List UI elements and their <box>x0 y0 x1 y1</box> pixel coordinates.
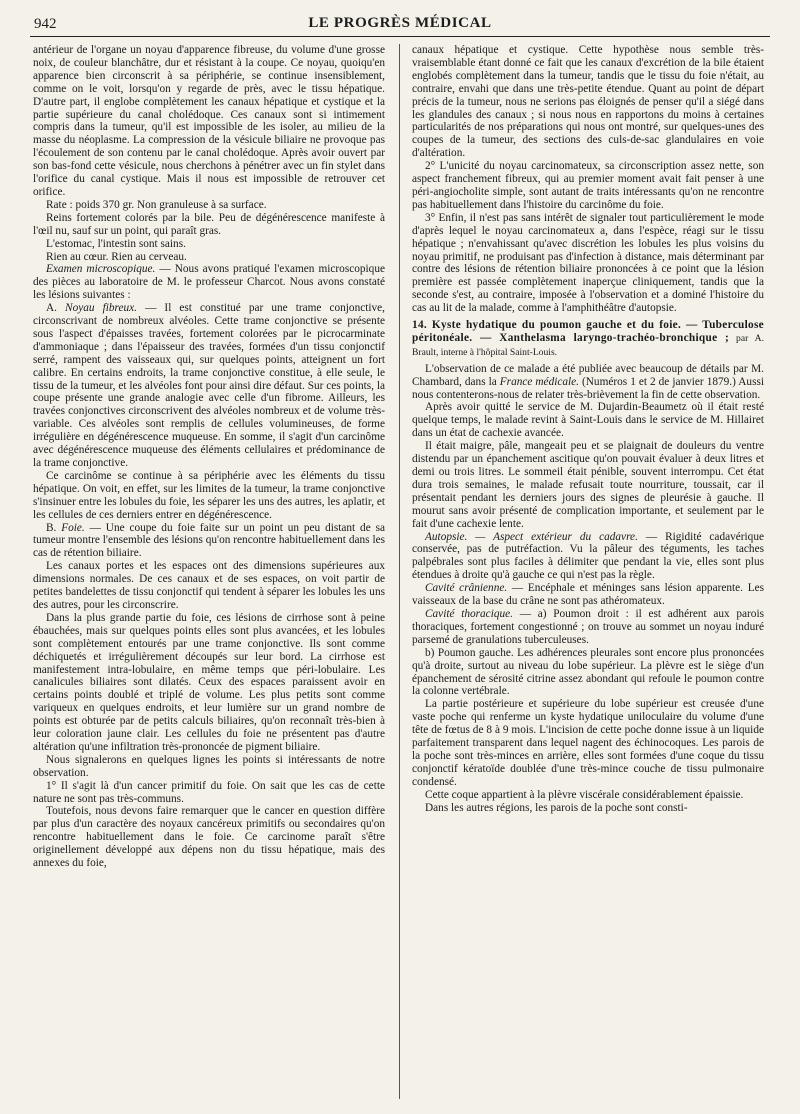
paragraph: Cette coque appartient à la plèvre viscérale considérablement épaissie. <box>425 788 744 801</box>
page-header <box>30 10 770 37</box>
paragraph: L'observation de ce malade a été publiée avec beaucoup de détails par M. Chambard, dans la France médicale. (Numéros 1 et 2 de janvier 1879.) Aussi nous contenterons-nous de relater très-brièvement la fin de cette observation. <box>412 362 764 401</box>
paragraph: 2° L'unicité du noyau carcinomateux, sa circonscription assez nette, son aspect franchement fibreux, qui au premier moment avait fait penser à une péri-angiocholite simple, sont autant de traits intéressants qu'on ne rencontre pas habituellement dans l'histoire du carcinôme du foie. <box>412 160 764 211</box>
section-heading: Cavité thoracique. <box>425 607 513 620</box>
paragraph: L'estomac, l'intestin sont sains. <box>46 237 186 250</box>
paragraph: Il était maigre, pâle, mangeait peu et se plaignait de douleurs du ventre distendu par un épanchement ascitique qu'on pouvait évaluer à deux litres et demi ou trois litres. Le sommeil était pénible, souvent interrompu. Cet état dura trois semaines, le malade refusait toute nourriture, toussait, car il présentait pendant les derniers jours des signes de pleurésie à gauche. Il mourut sans avoir présenté de complication importante, et seulement par le fait d'une cachexie lente. <box>412 440 764 530</box>
paragraph: Cavité thoracique. — a) Poumon droit : il est adhérent aux parois thoraciques, fortement congestionné ; on trouve au sommet un noyau induré parsemé de granulations tuberculeuses. <box>412 607 764 646</box>
paragraph: antérieur de l'organe un noyau d'apparence fibreuse, du volume d'une grosse noix, de couleur blanchâtre, dur et résistant à la coupe. Ce noyau, quoiqu'en apparence bien circonscrit à sa périphérie, se continue insensiblement, comme on le voit, lorsqu'on y regarde de près, avec le tissu hépatique. D'autre part, il englobe complètement les canaux hépatique et cystique et la partie supérieure du canal cholédoque. Ces canaux sont si intimement compris dans la tumeur, qu'il est impossible de les isoler, au milieu de la masse du néoplasme. La compression de la vésicule biliaire ne provoque pas l'écoulement de son contenu par le canal cholédoque. Après avoir ouvert par son bas-fond cette vésicule, nous cherchons à pénétrer avec un fin stylet dans l'orifice du canal cystique. Mais il nous est impossible de retrouver cet orifice. <box>33 44 385 198</box>
paragraph: La partie postérieure et supérieure du lobe supérieur est creusée d'une vaste poche qui renferme un kyste hydatique uniloculaire du volume d'une tête de fœtus de 8 à 9 mois. L'incision de cette poche donne issue à un liquide parfaitement transparent dans lequel nagent des échinocoques. Les parois de la poche sont très-minces en arrière, elles sont formées d'une coque du tissu conjonctif kératoïde doublée d'une très-mince couche de tissu pulmonaire condensé. <box>412 698 764 788</box>
paragraph: b) Poumon gauche. Les adhérences pleurales sont encore plus prononcées qu'à droite, surtout au niveau du lobe supérieur. La plèvre est le siège d'un épanchement de sérosité citrine assez abondant qui refoule le poumon contre la colonne vertébrale. <box>412 646 764 698</box>
paragraph: Reins fortement colorés par la bile. Peu de dégénérescence manifeste à l'œil nu, sauf sur un point, qui paraît gras. <box>33 211 385 237</box>
paragraph: Nous signalerons en quelques lignes les points si intéressants de notre observation. <box>33 753 385 779</box>
paragraph: Rien au cœur. Rien au cerveau. <box>46 250 187 263</box>
paragraph: B. Foie. — Une coupe du foie faite sur un point un peu distant de sa tumeur montre l'ensemble des lésions qu'on rencontre habituellement dans les cas de rétention biliaire. <box>33 521 385 560</box>
section-heading: Noyau fibreux. <box>65 302 138 315</box>
journal-title: LE PROGRÈS MÉDICAL <box>308 15 492 31</box>
paragraph: Dans les autres régions, les parois de la poche sont consti- <box>425 801 688 814</box>
paragraph: Après avoir quitté le service de M. Dujardin-Beaumetz où il était resté quelque temps, le malade revint à Saint-Louis dans le service de M. Hillairet dans un état de cachexie avancée. <box>412 401 764 440</box>
paragraph: Rate : poids 370 gr. Non granuleuse à sa surface. <box>46 198 267 211</box>
right-column <box>412 44 764 1104</box>
paragraph: Autopsie. — Aspect extérieur du cadavre. — Rigidité cadavérique conservée, pas de putréfaction. Vu la pâleur des téguments, les taches palpébrales sont plus faciles à délimiter que pendant la vie, elles sont plus étendues à droite qu'à gauche ce qui n'est pas la règle. <box>412 530 764 582</box>
paragraph: 1° Il s'agit là d'un cancer primitif du foie. On sait que les cas de cette nature ne sont pas très-communs. <box>33 779 385 805</box>
paragraph: 3° Enfin, il n'est pas sans intérêt de signaler tout particulièrement le mode d'après lequel le noyau carcinomateux a, dans l'espèce, réagi sur le tissu hépatique ; n'envahissant qu'avec discrétion les lobules les plus voisins du noyau primitif, ne produisant pas d'infection à distance, mais déterminant par contre des lésions de rétention biliaire prononcées à ce point que la lésion première est passée complètement inaperçue cliniquement, tandis que la seconde s'est, au contraire, imposée à l'observation et a dominé l'histoire du cas au lit de la malade, comme à l'amphithéâtre d'autopsie. <box>412 211 764 315</box>
paragraph: Dans la plus grande partie du foie, ces lésions de cirrhose sont à peine ébauchées, mais sur quelques points elles sont plus avancées, et les lobules sont complètement entourés par une trame conjonctive. Ils sont comme déchiquetés et irrégulièrement découpés sur leur bord. La cirrhose est manifestement intra-lobulaire, en même temps que péri-lobulaire. Les canalicules biliaires sont dilatés. Ceux des espaces paraissent avoir en certains points doublé et triplé de volume. Les plus petits sont comme variqueux en quelques endroits, et leur lumière sur un grand nombre de points est obturée par de petits calculs biliaires, qu'on reconnaît très-bien à leur coloration jaune clair. Les cellules du foie ne présentent pas d'autre altération qu'une infiltration très-prononcée de pigment biliaire. <box>33 611 385 753</box>
section-heading: Foie. <box>61 521 85 534</box>
observation-title: 14. Kyste hydatique du poumon gauche et du foie. — Tuberculose péritonéale. — Xanthelasma laryngo-trachéo-bronchique ; <box>412 319 764 344</box>
paragraph: Les canaux portes et les espaces ont des dimensions supérieures aux dimensions normales. De ces canaux et de ses espaces, on voit partir de petites bandelettes de tissu conjonctif qui tendent à séparer les lobules les uns des autres, pour les circonscrire. <box>33 560 385 611</box>
paragraph: Examen microscopique. — Nous avons pratiqué l'examen microscopique des pièces au laboratoire de M. le professeur Charcot. Nous avons constaté les lésions suivantes : <box>33 263 385 302</box>
column-divider <box>399 44 400 1099</box>
page-number: 942 <box>34 16 57 32</box>
journal-reference: France médicale. <box>499 375 579 388</box>
paragraph: canaux hépatique et cystique. Cette hypothèse nous semble très-vraisemblable étant donné ce fait que les canaux d'excrétion de la bile étaient englobés complètement dans la tumeur, tandis que le tissu du foie n'était, au contraire, envahi que dans une très-petite étendue. Quant au point de départ précis de la tumeur, nous ne serions pas éloignés de penser qu'il a siégé dans les glandules des canaux ; si nous nous en rapportons du moins à certaines particularités de nos préparations qui nous ont montré, sur quelques-unes des coupes de la tumeur, des sections des culs-de-sac glandulaires en voie d'altération. <box>412 44 764 160</box>
paragraph: A. Noyau fibreux. — Il est constitué par une trame conjonctive, circonscrivant de nombreux alvéoles. Cette trame conjonctive se présente sous l'aspect d'épaisses travées, fortement colorées par le picrocarminate d'ammoniaque ; dans l'épaisseur des travées, formées d'un tissu conjonctif serré, rampent des vaisseaux qui, sur quelques points, atteignent un fort calibre. En certains endroits, la trame conjonctive constitue, à elle seule, le tissu de la tumeur, et les alvéoles font pour ainsi dire défaut. Sur ces points, la coupe présente une grande analogie avec celle d'un fibrome. Ailleurs, les travées conjonctives circonscrivent des alvéoles nombreux et de volume très-variable. Ces alvéoles sont remplis de cellules volumineuses, de forme irrégulière en dégénérescence muqueuse. En somme, il s'agit d'un carcinôme avec dégénérescence muqueuse des éléments cellulaires et prédominance de la trame conjonctive. <box>33 302 385 469</box>
paragraph: Ce carcinôme se continue à sa périphérie avec les éléments du tissu hépatique. On voit, en effet, sur les limites de la tumeur, la trame conjonctive s'insinuer entre les lobules du foie, les séparer les uns des autres, les aplatir, et les cellules de ces derniers entrer en dégénérescence. <box>33 469 385 521</box>
section-heading: Autopsie. — Aspect extérieur du cadavre. <box>425 530 638 543</box>
paragraph: Toutefois, nous devons faire remarquer que le cancer en question diffère par plus d'un caractère des noyaux cancéreux primitifs ou secondaires qu'on rencontre habituellement dans le foie. Ce carcinome paraît s'être originellement développé aux dépens non du tissu hépatique, mais des annexes du foie, <box>33 805 385 870</box>
section-heading: Examen microscopique. <box>46 263 156 276</box>
observation-byline: par A. Brault, interne à l'hôpital Saint-Louis. <box>412 332 764 358</box>
section-heading: Cavité crânienne. <box>425 582 508 595</box>
paragraph: Cavité crânienne. — Encéphale et méninges sans lésion apparente. Les vaisseaux de la base du crâne ne sont pas athéromateux. <box>412 582 764 608</box>
left-column <box>33 44 385 1104</box>
observation-heading <box>412 319 764 360</box>
